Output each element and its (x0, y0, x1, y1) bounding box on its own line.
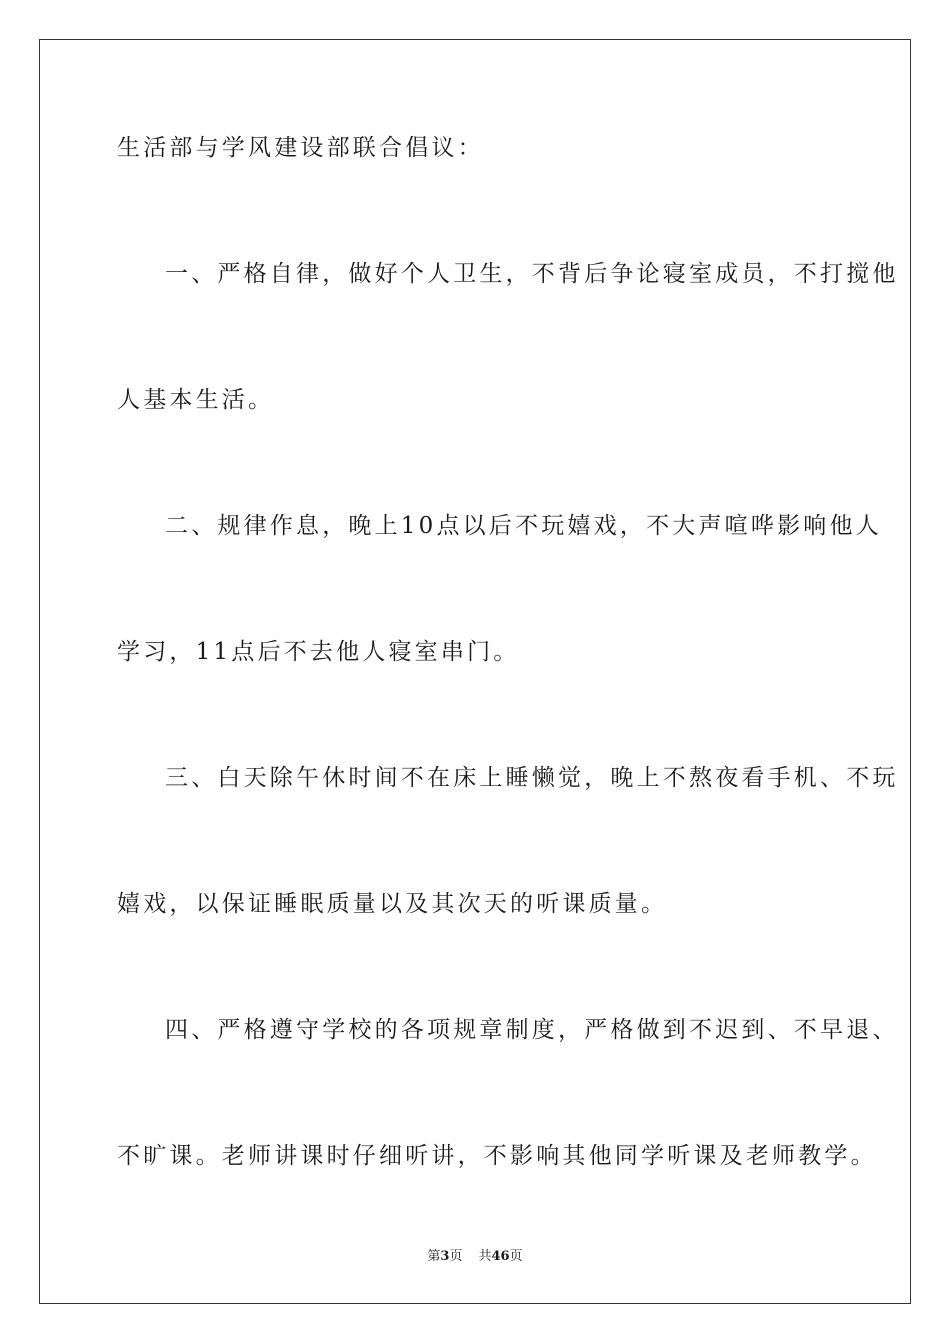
page-suffix: 页 (449, 1249, 463, 1264)
page-border (39, 39, 911, 1304)
total-pages: 46 (491, 1249, 510, 1264)
item-2-line-2: 学习，11点后不去他人寝室串门。 (117, 639, 520, 665)
item-2-line-1: 二、规律作息，晚上10点以后不玩嬉戏，不大声喧哗影响他人 (165, 513, 882, 539)
page-footer (0, 1248, 950, 1266)
page-number: 3 (440, 1249, 450, 1264)
item-1-line-2: 人基本生活。 (117, 387, 275, 413)
page-prefix: 第 (427, 1249, 441, 1264)
item-1-line-1: 一、严格自律，做好个人卫生，不背后争论寝室成员，不打搅他 (165, 261, 899, 287)
total-prefix: 共 (478, 1249, 492, 1264)
item-4-line-1: 四、严格遵守学校的各项规章制度，严格做到不迟到、不早退、 (165, 1017, 899, 1043)
item-3-line-2: 嬉戏，以保证睡眠质量以及其次天的听课质量。 (117, 891, 668, 917)
intro-line: 生活部与学风建设部联合倡议： (117, 135, 484, 161)
item-3-line-1: 三、白天除午休时间不在床上睡懒觉，晚上不熬夜看手机、不玩 (165, 765, 899, 791)
item-4-line-2: 不旷课。老师讲课时仔细听讲，不影响其他同学听课及老师教学。 (117, 1143, 877, 1169)
total-suffix: 页 (509, 1249, 523, 1264)
